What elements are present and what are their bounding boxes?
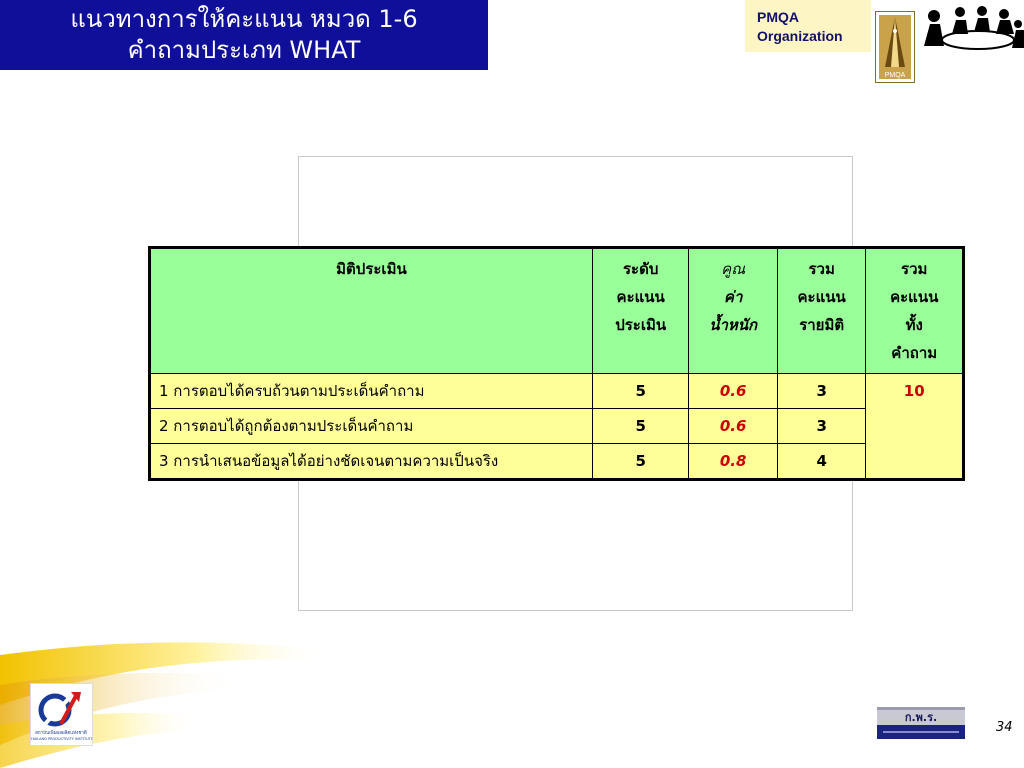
row-weight: 0.8 [689,444,777,480]
grand-total-cell: 10 [866,374,964,480]
org-label [757,8,843,46]
header-question-total: รวม คะแนน ทั้ง คำถาม [866,248,964,374]
table-row [150,444,964,480]
row-total: 3 [777,374,866,409]
row-dimension: 1 การตอบได้ครบถ้วนตามประเด็นคำถาม [150,374,593,409]
title-line-1: แนวทางการให้คะแนน หมวด 1-6 [70,5,418,33]
title-line-2: คำถามประเภท WHAT [127,36,361,64]
org-label-line-2: Organization [757,28,843,44]
slide-title [0,0,488,70]
header-weight: คูณ ค่า น้ำหนัก [689,248,777,374]
ocsc-logo [877,707,965,739]
row-dimension: 3 การนำเสนอข้อมูลได้อย่างชัดเจนตามความเป็นจริง [150,444,593,480]
productivity-institute-logo-icon [31,684,92,745]
header-score-level: ระดับ คะแนน ประเมิน [592,248,689,374]
row-total: 3 [777,409,866,444]
row-total: 4 [777,444,866,480]
row-weight: 0.6 [689,374,777,409]
pmqa-emblem-icon [875,11,915,83]
productivity-institute-logo [30,683,93,746]
header-dimension: มิติประเมิน [150,248,593,374]
meeting-people-icon [920,2,1024,54]
table-header-row [150,248,964,374]
scoring-table [148,246,965,481]
row-level: 5 [592,374,689,409]
table-row [150,409,964,444]
productivity-institute-name: สถาบันเพิ่มผลผลิตแห่งชาติ [35,731,87,736]
pmqa-emblem-text: PMQA [884,72,906,79]
page-number: 34 [996,720,1013,735]
row-level: 5 [592,444,689,480]
row-dimension: 2 การตอบได้ถูกต้องตามประเด็นคำถาม [150,409,593,444]
org-label-line-1: PMQA [757,9,799,25]
productivity-institute-subname: THAILAND PRODUCTIVITY INSTITUTE [31,737,92,741]
row-weight: 0.6 [689,409,777,444]
row-level: 5 [592,409,689,444]
ocsc-logo-text: ก.พ.ร. [904,711,938,724]
table-row [150,374,964,409]
header-dimension-total: รวม คะแนน รายมิติ [777,248,866,374]
